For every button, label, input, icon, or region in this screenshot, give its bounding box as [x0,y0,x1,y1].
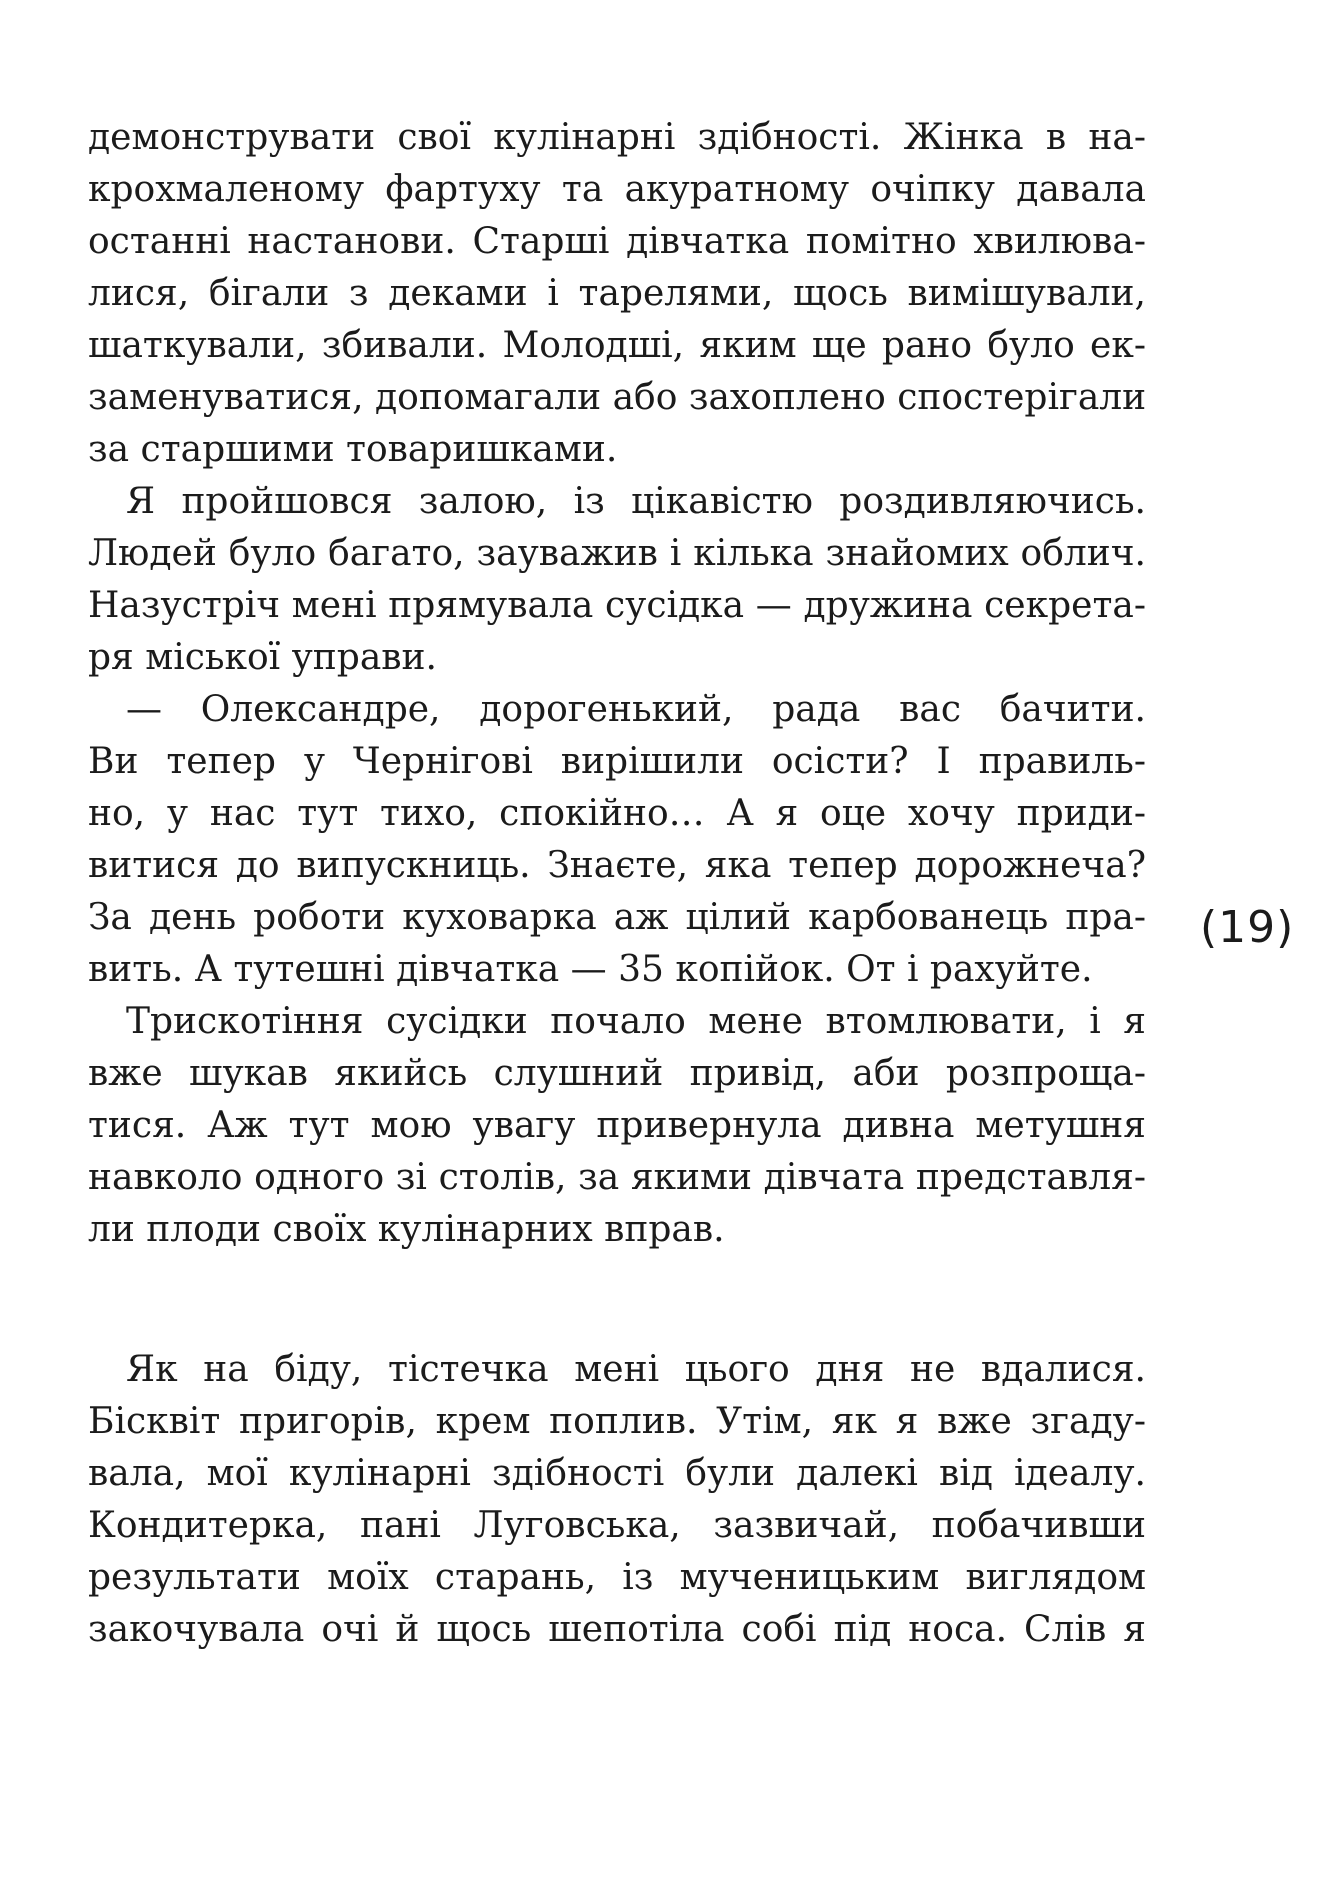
text-line: витися до випускниць. Знаєте, яка тепер дорожнеча? [88,845,1146,886]
paragraph-1 [88,112,1146,476]
text-line: вже шукав якийсь слушний привід, аби розпроща- [88,1053,1146,1094]
section-1 [88,112,1146,1256]
section-2 [88,1344,1146,1656]
text-line: навколо одного зі столів, за якими дівчата представля- [88,1157,1146,1198]
text-line: закочувала очі й щось шепотіла собі під носа. Слів я [88,1609,1146,1650]
text-line: заменуватися, допомагали або захоплено спостерігали [88,377,1147,418]
text-line: останні настанови. Старші дівчатка помітно хвилюва- [88,221,1146,262]
text-line: лися, бігали з деками і тарелями, щось вимішували, [88,273,1146,314]
text-line: шаткували, збивали. Молодші, яким ще рано було ек- [88,325,1146,366]
text-line: Бісквіт пригорів, крем поплив. Утім, як я вже згаду- [88,1401,1146,1442]
text-line: ли плоди своїх кулінарних вправ. [88,1209,725,1250]
text-line: демонструвати свої кулінарні здібності. Жінка в на- [88,117,1146,158]
text-line: вала, мої кулінарні здібності були далекі від ідеалу. [88,1453,1146,1494]
text-line: результати моїх старань, із мученицьким виглядом [88,1557,1146,1598]
paragraph-4 [88,996,1146,1256]
paragraph-5 [88,1344,1146,1656]
paragraph-2 [88,476,1146,684]
text-line: крохмаленому фартуху та акуратному очіпку давала [88,169,1146,210]
text-line: но, у нас тут тихо, спокійно… А я оце хочу приди- [88,793,1146,834]
text-line: вить. А тутешні дівчатка — 35 копійок. От і рахуйте. [88,949,1093,990]
text-line: Людей було багато, зауважив і кілька знайомих облич. [88,533,1146,574]
text-line: ря міської управи. [88,637,437,678]
text-line: Я пройшовся залою, із цікавістю роздивляючись. [126,481,1146,522]
text-line: Назустріч мені прямувала сусідка — дружина секрета- [88,585,1146,626]
text-line: за старшими товаришками. [88,429,618,470]
text-line: — Олександре, дорогенький, рада вас бачити. [126,689,1146,730]
text-line: Як на біду, тістечка мені цього дня не вдалися. [126,1349,1146,1390]
text-line: Ви тепер у Чернігові вирішили осісти? І правиль- [88,741,1146,782]
text-line: тися. Аж тут мою увагу привернула дивна метушня [88,1105,1146,1146]
text-line: Кондитерка, пані Луговська, зазвичай, побачивши [88,1505,1146,1546]
page-number: (19) [1200,902,1295,953]
text-line: Трискотіння сусідки почало мене втомлювати, і я [126,1001,1146,1042]
text-line: За день роботи куховарка аж цілий карбованець пра- [88,897,1146,938]
paragraph-3-dialogue [88,684,1146,996]
